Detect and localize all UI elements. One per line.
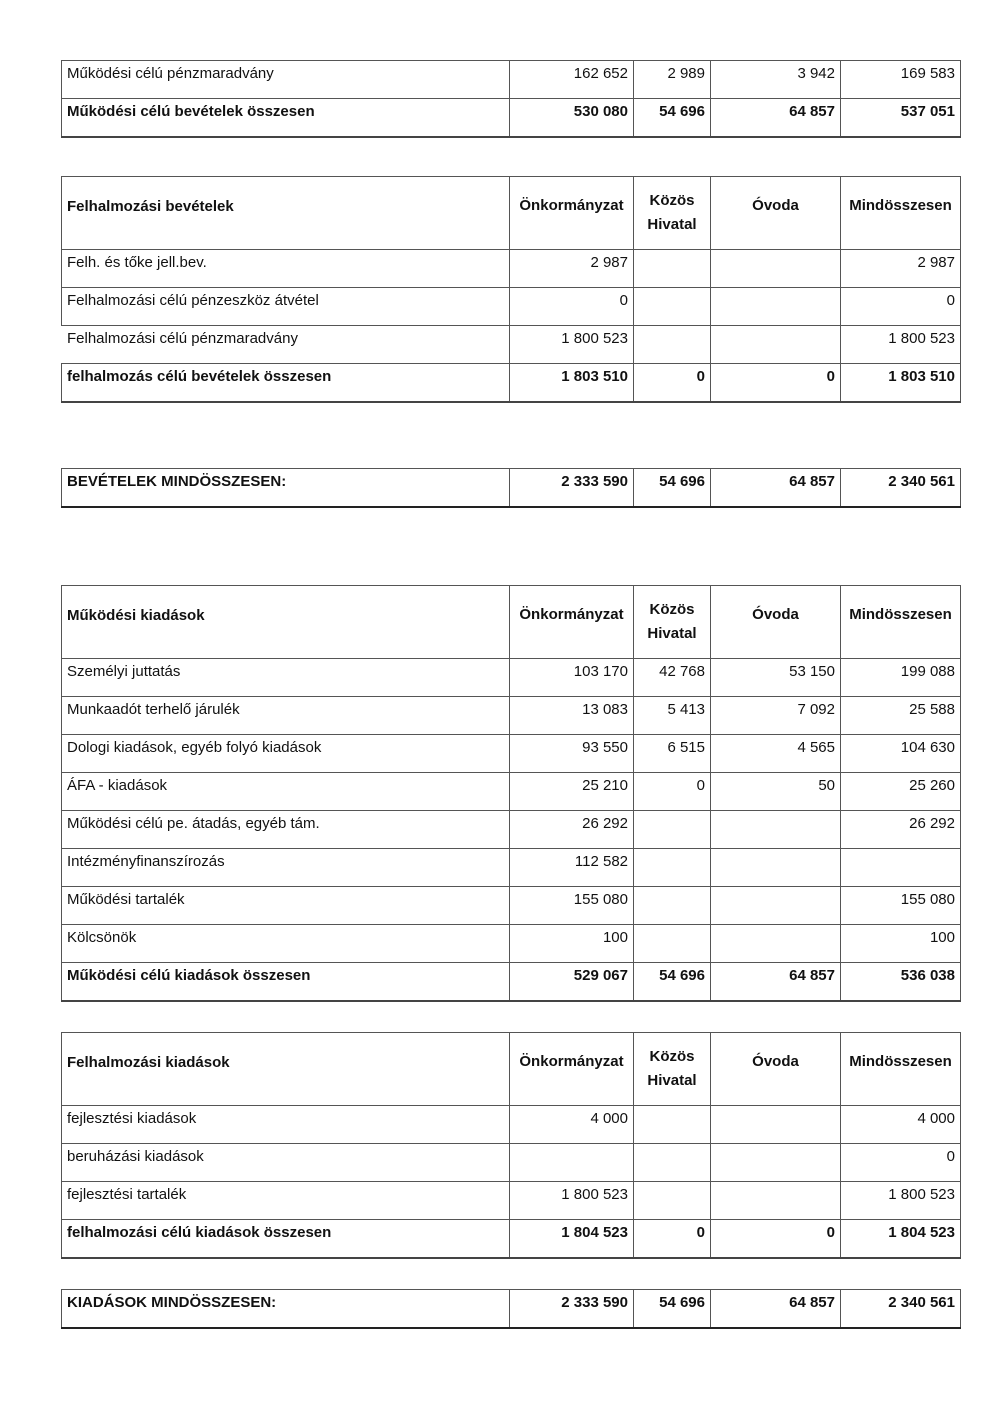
- col-header-mindosszesen: Mindösszesen: [841, 1033, 961, 1106]
- header-row: [62, 177, 961, 250]
- cell-kozos-hivatal: 6 515: [634, 735, 711, 773]
- cell-kozos-hivatal: 2 989: [634, 61, 711, 99]
- col-header-onkormanyzat: Önkormányzat: [510, 586, 634, 659]
- row-label: Működési tartalék: [62, 887, 510, 925]
- row-label: Működési célú pe. átadás, egyéb tám.: [62, 811, 510, 849]
- cell-ovoda: 50: [711, 773, 841, 811]
- cell-kozos-hivatal: 0: [634, 1220, 711, 1259]
- row-label: beruházási kiadások: [62, 1144, 510, 1182]
- cell-kozos-hivatal: 0: [634, 364, 711, 403]
- table-row: [62, 1106, 961, 1144]
- cell-mindosszesen: 1 803 510: [841, 364, 961, 403]
- cell-mindosszesen: 2 340 561: [841, 469, 961, 508]
- cell-ovoda: [711, 887, 841, 925]
- cell-kozos-hivatal: [634, 849, 711, 887]
- cell-ovoda: [711, 849, 841, 887]
- table-row: [62, 659, 961, 697]
- cell-kozos-hivatal: 54 696: [634, 963, 711, 1002]
- cell-kozos-hivatal: [634, 811, 711, 849]
- cell-onkormanyzat: 1 804 523: [510, 1220, 634, 1259]
- cell-kozos-hivatal: 0: [634, 773, 711, 811]
- section-title: Működési kiadások: [62, 586, 510, 659]
- cell-ovoda: 53 150: [711, 659, 841, 697]
- table-row: [62, 735, 961, 773]
- cell-kozos-hivatal: [634, 1144, 711, 1182]
- cell-onkormanyzat: 2 333 590: [510, 469, 634, 508]
- cell-ovoda: [711, 925, 841, 963]
- total-row: [62, 364, 961, 403]
- row-label: BEVÉTELEK MINDÖSSZESEN:: [62, 469, 510, 508]
- cell-onkormanyzat: 162 652: [510, 61, 634, 99]
- cell-ovoda: 0: [711, 364, 841, 403]
- cell-ovoda: 4 565: [711, 735, 841, 773]
- cell-mindosszesen: 155 080: [841, 887, 961, 925]
- col-header-ovoda: Óvoda: [711, 177, 841, 250]
- col-header-kozos-hivatal: Közös Hivatal: [634, 1033, 711, 1106]
- row-label: Intézményfinanszírozás: [62, 849, 510, 887]
- cell-onkormanyzat: 112 582: [510, 849, 634, 887]
- row-label: felhalmozási célú kiadások összesen: [62, 1220, 510, 1259]
- table-row: [62, 811, 961, 849]
- cell-ovoda: 64 857: [711, 469, 841, 508]
- row-label: Felh. és tőke jell.bev.: [62, 250, 510, 288]
- cell-mindosszesen: 25 260: [841, 773, 961, 811]
- cell-ovoda: [711, 811, 841, 849]
- cell-ovoda: 64 857: [711, 963, 841, 1002]
- grand-total-row: [62, 469, 961, 508]
- cell-onkormanyzat: [510, 1144, 634, 1182]
- felhalmozasi-bevetelek-table: [61, 176, 961, 403]
- table-row: [62, 1182, 961, 1220]
- row-label: Felhalmozási célú pénzeszköz átvétel: [62, 288, 510, 326]
- col-header-ovoda: Óvoda: [711, 1033, 841, 1106]
- table-row: [62, 697, 961, 735]
- cell-onkormanyzat: 4 000: [510, 1106, 634, 1144]
- col-header-kozos-hivatal: Közös Hivatal: [634, 177, 711, 250]
- cell-mindosszesen: 2 987: [841, 250, 961, 288]
- col-header-mindosszesen: Mindösszesen: [841, 177, 961, 250]
- cell-ovoda: [711, 250, 841, 288]
- mukodesi-kiadasok-table: [61, 585, 961, 1002]
- table-row: [62, 288, 961, 326]
- table-row: [62, 1144, 961, 1182]
- row-label: Kölcsönök: [62, 925, 510, 963]
- cell-mindosszesen: 0: [841, 288, 961, 326]
- cell-onkormanyzat: 155 080: [510, 887, 634, 925]
- cell-ovoda: [711, 326, 841, 364]
- cell-mindosszesen: 104 630: [841, 735, 961, 773]
- cell-kozos-hivatal: 54 696: [634, 99, 711, 138]
- table-row: [62, 250, 961, 288]
- cell-mindosszesen: [841, 849, 961, 887]
- cell-onkormanyzat: 103 170: [510, 659, 634, 697]
- row-label: fejlesztési tartalék: [62, 1182, 510, 1220]
- cell-mindosszesen: 2 340 561: [841, 1290, 961, 1329]
- cell-mindosszesen: 169 583: [841, 61, 961, 99]
- cell-onkormanyzat: 0: [510, 288, 634, 326]
- cell-ovoda: 7 092: [711, 697, 841, 735]
- cell-mindosszesen: 1 800 523: [841, 1182, 961, 1220]
- row-label: Dologi kiadások, egyéb folyó kiadások: [62, 735, 510, 773]
- cell-onkormanyzat: 13 083: [510, 697, 634, 735]
- cell-mindosszesen: 536 038: [841, 963, 961, 1002]
- cell-onkormanyzat: 2 987: [510, 250, 634, 288]
- cell-onkormanyzat: 25 210: [510, 773, 634, 811]
- cell-mindosszesen: 537 051: [841, 99, 961, 138]
- cell-kozos-hivatal: 54 696: [634, 1290, 711, 1329]
- cell-kozos-hivatal: [634, 288, 711, 326]
- cell-ovoda: [711, 1144, 841, 1182]
- cell-ovoda: 3 942: [711, 61, 841, 99]
- row-label: Munkaadót terhelő járulék: [62, 697, 510, 735]
- cell-kozos-hivatal: [634, 887, 711, 925]
- cell-mindosszesen: 1 800 523: [841, 326, 961, 364]
- cell-mindosszesen: 0: [841, 1144, 961, 1182]
- kiadasok-mindosszesen-table: [61, 1289, 961, 1329]
- cell-ovoda: 64 857: [711, 1290, 841, 1329]
- grand-total-row: [62, 1290, 961, 1329]
- section-title: Felhalmozási kiadások: [62, 1033, 510, 1106]
- col-header-mindosszesen: Mindösszesen: [841, 586, 961, 659]
- cell-mindosszesen: 100: [841, 925, 961, 963]
- cell-mindosszesen: 4 000: [841, 1106, 961, 1144]
- cell-ovoda: 64 857: [711, 99, 841, 138]
- cell-ovoda: 0: [711, 1220, 841, 1259]
- cell-mindosszesen: 199 088: [841, 659, 961, 697]
- cell-onkormanyzat: 2 333 590: [510, 1290, 634, 1329]
- cell-ovoda: [711, 1106, 841, 1144]
- table-row: [62, 925, 961, 963]
- cell-onkormanyzat: 529 067: [510, 963, 634, 1002]
- cell-onkormanyzat: 1 800 523: [510, 326, 634, 364]
- row-label: Működési célú pénzmaradvány: [62, 61, 510, 99]
- row-label: ÁFA - kiadások: [62, 773, 510, 811]
- cell-mindosszesen: 25 588: [841, 697, 961, 735]
- col-header-onkormanyzat: Önkormányzat: [510, 1033, 634, 1106]
- cell-onkormanyzat: 530 080: [510, 99, 634, 138]
- cell-kozos-hivatal: 42 768: [634, 659, 711, 697]
- total-row: [62, 99, 961, 138]
- table-row: [62, 849, 961, 887]
- bevetelek-mindosszesen-table: [61, 468, 961, 508]
- cell-kozos-hivatal: [634, 250, 711, 288]
- table-row: [62, 887, 961, 925]
- row-label: Működési célú kiadások összesen: [62, 963, 510, 1002]
- row-label: Személyi juttatás: [62, 659, 510, 697]
- row-label: Működési célú bevételek összesen: [62, 99, 510, 138]
- felhalmozasi-kiadasok-table: [61, 1032, 961, 1259]
- mukodesi-bevetelek-table: [61, 60, 961, 138]
- total-row: [62, 963, 961, 1002]
- col-header-ovoda: Óvoda: [711, 586, 841, 659]
- col-header-onkormanyzat: Önkormányzat: [510, 177, 634, 250]
- cell-onkormanyzat: 100: [510, 925, 634, 963]
- cell-kozos-hivatal: [634, 1182, 711, 1220]
- total-row: [62, 1220, 961, 1259]
- table-row: [62, 61, 961, 99]
- cell-ovoda: [711, 288, 841, 326]
- header-row: [62, 586, 961, 659]
- cell-mindosszesen: 1 804 523: [841, 1220, 961, 1259]
- cell-ovoda: [711, 1182, 841, 1220]
- row-label: felhalmozás célú bevételek összesen: [62, 364, 510, 403]
- row-label: Felhalmozási célú pénzmaradvány: [62, 326, 510, 364]
- cell-onkormanyzat: 1 800 523: [510, 1182, 634, 1220]
- row-label: fejlesztési kiadások: [62, 1106, 510, 1144]
- table-row: [62, 326, 961, 364]
- cell-onkormanyzat: 1 803 510: [510, 364, 634, 403]
- table-row: [62, 773, 961, 811]
- cell-kozos-hivatal: 5 413: [634, 697, 711, 735]
- col-header-kozos-hivatal: Közös Hivatal: [634, 586, 711, 659]
- cell-onkormanyzat: 93 550: [510, 735, 634, 773]
- section-title: Felhalmozási bevételek: [62, 177, 510, 250]
- cell-kozos-hivatal: 54 696: [634, 469, 711, 508]
- cell-kozos-hivatal: [634, 925, 711, 963]
- row-label: KIADÁSOK MINDÖSSZESEN:: [62, 1290, 510, 1329]
- cell-onkormanyzat: 26 292: [510, 811, 634, 849]
- cell-mindosszesen: 26 292: [841, 811, 961, 849]
- cell-kozos-hivatal: [634, 1106, 711, 1144]
- cell-kozos-hivatal: [634, 326, 711, 364]
- header-row: [62, 1033, 961, 1106]
